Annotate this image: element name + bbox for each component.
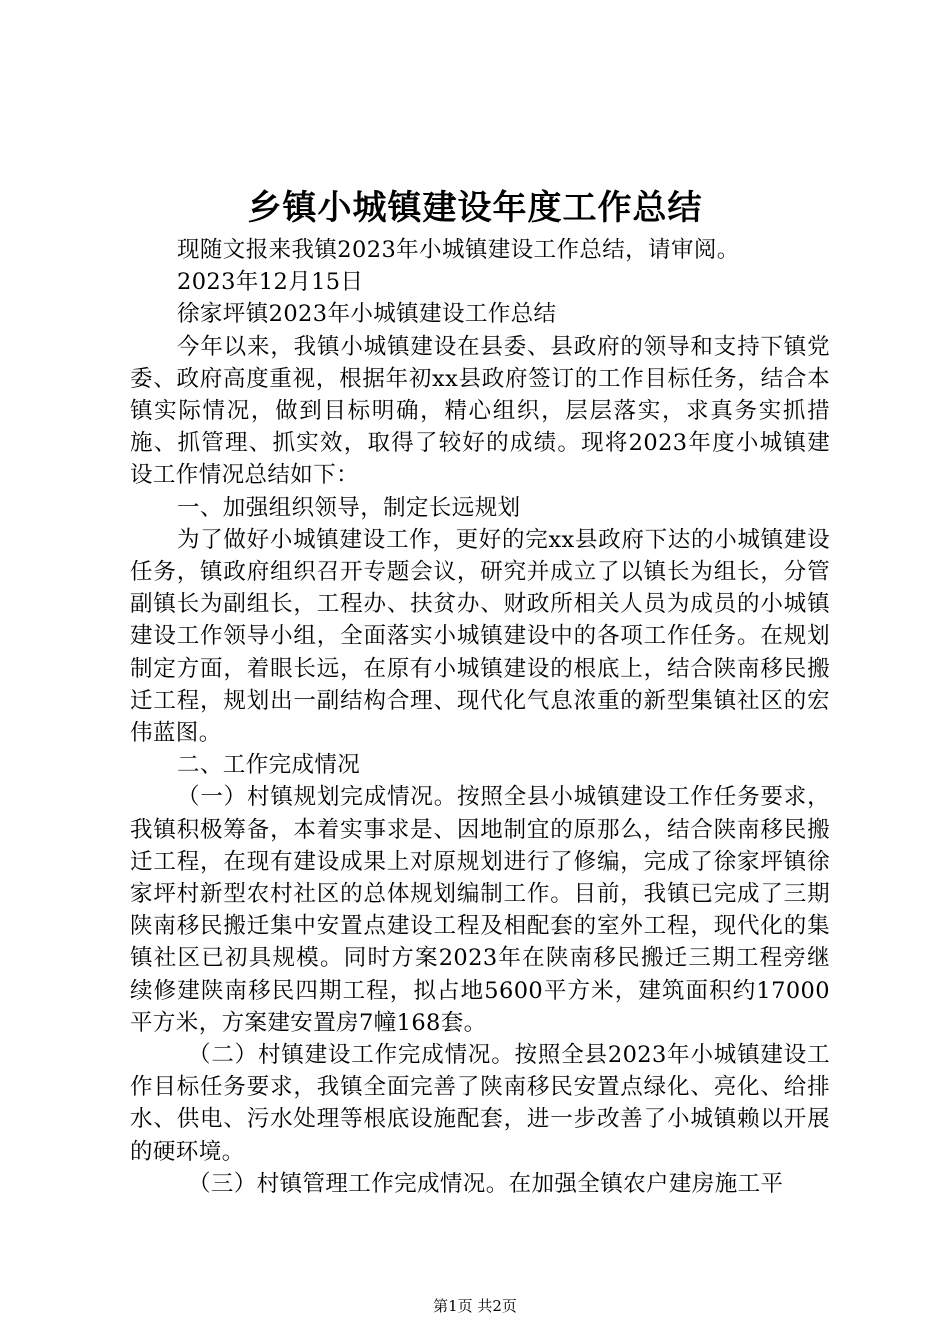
date-line: 2023年12月15日 <box>177 269 364 296</box>
subsection-1-paragraph: （一）村镇规划完成情况。按照全县小城镇建设工作任务要求，我镇积极筹备，本着实事求是、因地制宜的原那么，结合陕南移民搬迁工程，在现有建设成果上对原规划进行了修编，完成了徐家坪镇徐家坪村新型农村社区的总体规划编制工作。目前，我镇已完成了三期陕南移民搬迁集中安置点建设工程及相配套的室外工程，现代化的集镇社区已初具规模。同时方案2023年在陕南移民搬迁三期工程旁继续修建陕南移民四期工程，拟占地5600平方米，建筑面积约17000平方米，方案建安置房7幢168套。 <box>130 784 830 1036</box>
subsection-2-paragraph: （二）村镇建设工作完成情况。按照全县2023年小城镇建设工作目标任务要求，我镇全面完善了陕南移民安置点绿化、亮化、给排水、供电、污水处理等根底设施配套，进一步改善了小城镇赖以开展的硬环境。 <box>130 1042 830 1165</box>
report-subtitle: 徐家坪镇2023年小城镇建设工作总结 <box>177 301 557 328</box>
document-body <box>130 234 830 1200</box>
section-1-paragraph: 为了做好小城镇建设工作，更好的完xx县政府下达的小城镇建设任务，镇政府组织召开专题会议，研究并成立了以镇长为组长，分管副镇长为副组长，工程办、扶贫办、财政所相关人员为成员的小城镇建设工作领导小组，全面落实小城镇建设中的各项工作任务。在规划制定方面，着眼长远，在原有小城镇建设的根底上，结合陕南移民搬迁工程，规划出一副结构合理、现代化气息浓重的新型集镇社区的宏伟蓝图。 <box>130 526 830 747</box>
intro-paragraph: 今年以来，我镇小城镇建设在县委、县政府的领导和支持下镇党委、政府高度重视，根据年初xx县政府签订的工作目标任务，结合本镇实际情况，做到目标明确，精心组织，层层落实，求真务实抓措施、抓管理、抓实效，取得了较好的成绩。现将2023年度小城镇建设工作情况总结如下： <box>130 333 830 489</box>
page-number-footer: 第1页 共2页 <box>433 1297 517 1315</box>
section-heading-1: 一、加强组织领导，制定长远规划 <box>177 494 521 521</box>
section-heading-2: 二、工作完成情况 <box>177 752 361 779</box>
cover-note-paragraph: 现随文报来我镇2023年小城镇建设工作总结，请审阅。 <box>177 237 740 263</box>
subsection-3-paragraph: （三）村镇管理工作完成情况。在加强全镇农户建房施工平 <box>188 1170 784 1197</box>
document-title: 乡镇小城镇建设年度工作总结 <box>247 188 703 228</box>
